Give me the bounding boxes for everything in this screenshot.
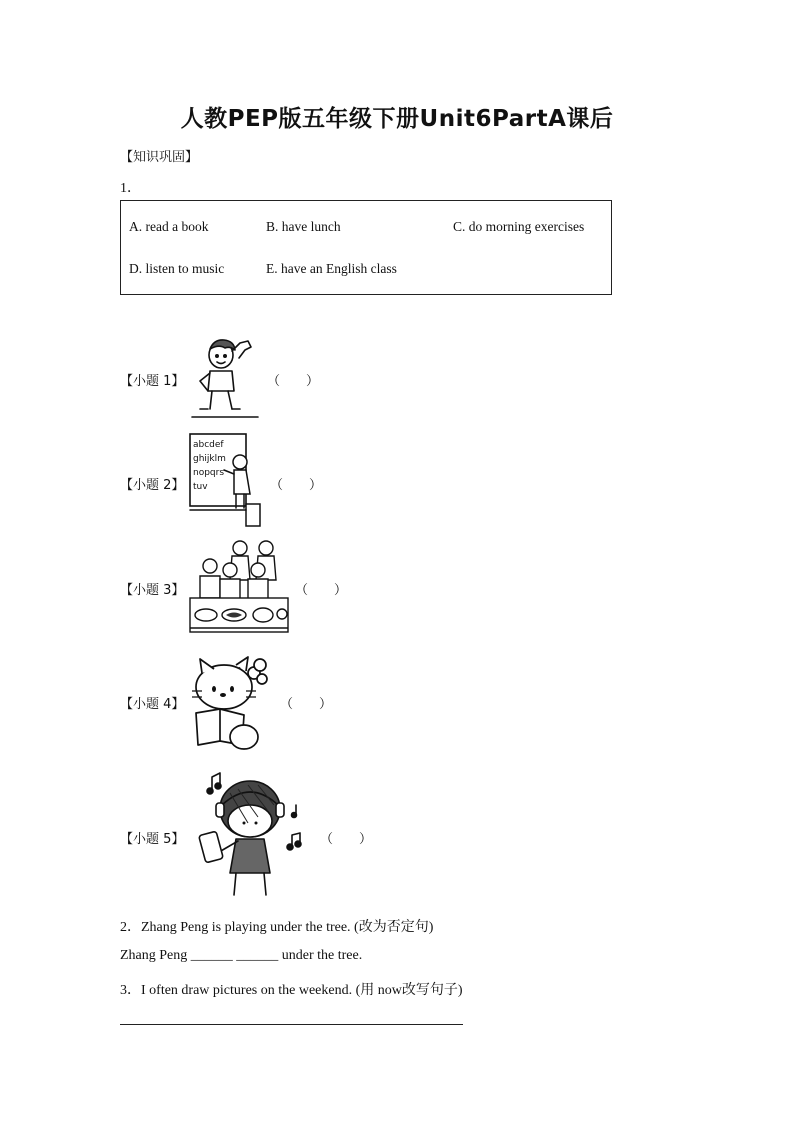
subquestion-4-label: 【小题 4】 bbox=[120, 697, 185, 712]
subquestion-5-label: 【小题 5】 bbox=[120, 832, 185, 847]
question-1-number: 1． bbox=[120, 181, 141, 196]
subquestion-5-blank: （ ） bbox=[320, 832, 373, 847]
page-title: 人教PEP版五年级下册Unit6PartA课后 bbox=[180, 106, 614, 132]
board-row-3: nopqrs bbox=[193, 468, 225, 478]
board-row-1: abcdef bbox=[193, 440, 224, 450]
subquestion-2-label: 【小题 2】 bbox=[120, 478, 185, 493]
option-a: A. read a book bbox=[129, 219, 209, 234]
question-2-prompt: 2．Zhang Peng is playing under the tree. (改为否定句) bbox=[120, 920, 434, 935]
subquestion-1-blank: （ ） bbox=[267, 374, 320, 389]
subquestion-3-label: 【小题 3】 bbox=[120, 583, 185, 598]
question-2-answer-line[interactable]: Zhang Peng ______ ______ under the tree. bbox=[120, 948, 363, 963]
boy-exercise-picture bbox=[188, 333, 262, 423]
options-box bbox=[120, 200, 612, 295]
subquestion-3-blank: （ ） bbox=[295, 583, 348, 598]
english-class-picture bbox=[188, 432, 264, 532]
section-label: 【知识巩固】 bbox=[120, 150, 199, 165]
board-row-2: ghijklm bbox=[193, 454, 226, 464]
option-e: E. have an English class bbox=[266, 261, 397, 276]
option-b: B. have lunch bbox=[266, 219, 341, 234]
option-d: D. listen to music bbox=[129, 261, 225, 276]
cat-reading-picture bbox=[188, 651, 270, 753]
subquestion-1-label: 【小题 1】 bbox=[120, 374, 185, 389]
question-3-answer-line[interactable] bbox=[120, 1024, 463, 1025]
subquestion-2-blank: （ ） bbox=[270, 478, 323, 493]
girl-music-picture bbox=[188, 769, 304, 903]
option-c: C. do morning exercises bbox=[453, 219, 585, 234]
subquestion-4-blank: （ ） bbox=[280, 697, 333, 712]
question-3-prompt: 3．I often draw pictures on the weekend. (用 now改写句子) bbox=[120, 983, 463, 998]
family-lunch-picture bbox=[188, 536, 290, 636]
board-row-4: tuv bbox=[193, 482, 208, 492]
